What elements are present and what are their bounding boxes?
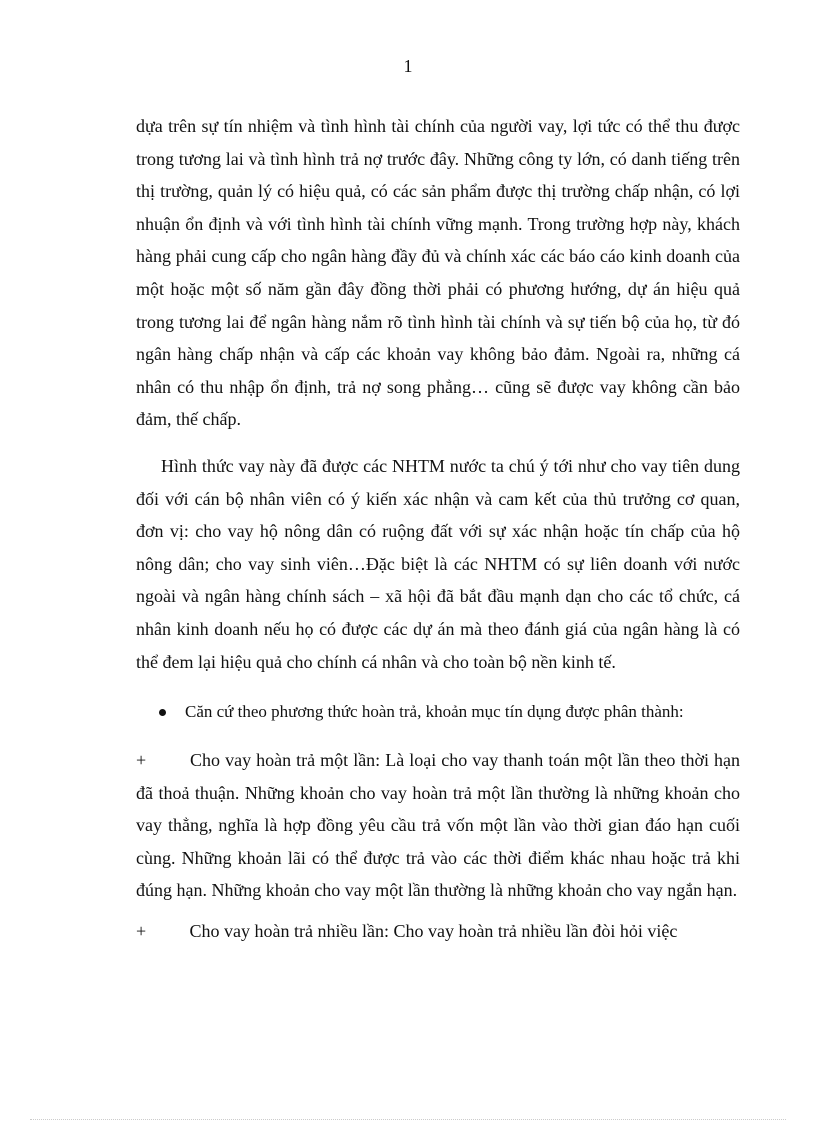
sub-item-multiple-repayment bbox=[136, 915, 740, 948]
sub-item-text: Cho vay hoàn trả một lần: Là loại cho vay thanh toán một lần theo thời hạn đã thoả thuận. Những khoản cho vay hoàn trả một lần thường là những khoản cho vay thẳng, nghĩa là hợp đồng yêu cầu trả vốn một lần vào thời gian đáo hạn cuối cùng. Những khoản lãi có thể được trả vào các thời điểm khác nhau hoặc trả khi đúng hạn. Những khoản cho vay một lần thường là những khoản cho vay ngắn hạn. bbox=[136, 750, 741, 901]
plus-marker: + bbox=[136, 921, 147, 942]
page-bottom-divider bbox=[30, 1119, 786, 1120]
document-body bbox=[136, 110, 740, 948]
bullet-dot-icon bbox=[159, 709, 166, 716]
bullet-text: Căn cứ theo phương thức hoàn trả, khoản mục tín dụng được phân thành: bbox=[185, 702, 684, 722]
bullet-repayment-classification bbox=[136, 696, 740, 728]
page-number: 1 bbox=[403, 56, 413, 76]
sub-item-text: Cho vay hoàn trả nhiều lần: Cho vay hoàn trả nhiều lần đòi hỏi việc bbox=[189, 921, 678, 942]
paragraph-unsecured-loans-basis: dựa trên sự tín nhiệm và tình hình tài chính của người vay, lợi tức có thể thu được trong tương lai và tình hình trả nợ trước đây. Những công ty lớn, có danh tiếng trên thị trường, quản lý có hiệu quả, có các sản phẩm được thị trường chấp nhận, có lợi nhuận ổn định và với tình hình tài chính vững mạnh. Trong trường hợp này, khách hàng phải cung cấp cho ngân hàng đầy đủ và chính xác các báo cáo kinh doanh của một hoặc một số năm gần đây đồng thời phải có phương hướng, dự án hiệu quả trong tương lai để ngân hàng nắm rõ tình hình tài chính và sự tiến bộ của họ, từ đó ngân hàng chấp nhận và cấp các khoản vay không bảo đảm. Ngoài ra, những cá nhân có thu nhập ổn định, trả nợ song phẳng… cũng sẽ được vay không cần bảo đảm, thế chấp. bbox=[136, 116, 740, 430]
plus-marker: + bbox=[136, 750, 147, 771]
sub-item-single-repayment bbox=[136, 744, 740, 907]
paragraph-commercial-banks-application: Hình thức vay này đã được các NHTM nước ta chú ý tới như cho vay tiên dung đối với cán bộ nhân viên có ý kiến xác nhận và cam kết của thủ trưởng cơ quan, đơn vị: cho vay hộ nông dân có ruộng đất với sự xác nhận hoặc tín chấp của hộ nông dân; cho vay sinh viên…Đặc biệt là các NHTM có sự liên doanh với nước ngoài và ngân hàng chính sách – xã hội đã bắt đầu mạnh dạn cho các tổ chức, cá nhân kinh doanh nếu họ có được các dự án mà theo đánh giá của ngân hàng là có thể đem lại hiệu quả cho chính cá nhân và cho toàn bộ nền kinh tế. bbox=[136, 455, 740, 672]
